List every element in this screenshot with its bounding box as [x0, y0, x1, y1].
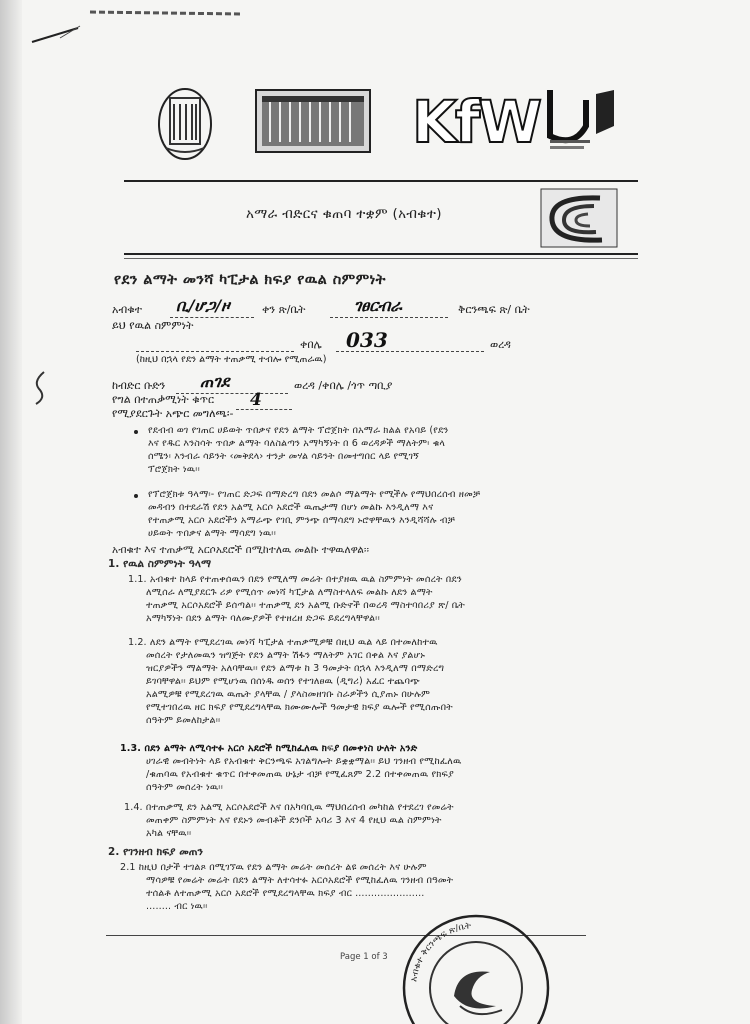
agreement-intro: አብቁተ እና ተጠቃሚ አርሶአደሮች በሚከተለዉ መልኩ ተዋዉለዋል፡፡ [112, 544, 370, 556]
abcta-logo [540, 188, 618, 248]
row4-suffix: ወረዳ /ቀበሌ /ጎጥ ጣቢያ [294, 379, 393, 392]
p11-line: 1.1. አብቁተ ከላይ የተጠቀሰዉን በደን የሚለማ መሬት በተያዘዉ ዉል ስምምነት መሰረት በደን [128, 574, 462, 585]
scan-edge-shadow [0, 0, 22, 1024]
section-1-title: 1. የዉል ስምምነት ዓላማ [108, 558, 212, 570]
name-blank-line [136, 350, 294, 352]
b1-line: የደብብ ወገ የገጠር ሀይወት ጥበቃና የደን ልማት ፕሮጀክት በአማራ ክልል የአባይ (የደን [148, 425, 449, 436]
kfw-logo: KfW [412, 88, 541, 156]
ministry-building-logo [254, 88, 372, 154]
page-number: Page 1 of 3 [340, 952, 388, 962]
p12-line: ሰዓትም ይመለከታል፡፡ [146, 715, 221, 726]
p12-line: የሚተገበረዉ ዘር ክፍያ የሚደረግላቸዉ ክሙሙሎች ዓመታዊ ክፍያ ዉሎች የሚሰጡበት [146, 702, 453, 713]
b2-line: ሀይወት ጥበቃና ልማት ማሳደግ ነዉ፡፡ [148, 528, 277, 539]
p12-line: ዝርያዎችን ማልማት አለባቸዉ፡፡ የደን ልማቱ ከ 3 ዓመታት በኋላ እንዲለማ በማድረግ [146, 663, 445, 674]
letterhead-bottom-rule-thin [124, 258, 638, 259]
woreda-label: ወረዳ [490, 338, 511, 351]
p21-line: ማሳዎቹ የመሬት መሬት በደን ልማት ለተሳተፉ አርሶአደሮች የሚከፈለዉ ገንዘብ በዓመት [146, 875, 454, 886]
kebele-blank-line [336, 350, 484, 352]
count-blank-line [236, 408, 292, 410]
p12-line: አልሚዎቹ የሚደረገዉ ዉጤት ያላቸዉ / ያላስመዘገቡ ስራዎችን ሲያጠኑ በሁሉም [146, 689, 431, 700]
bullet-2 [134, 494, 138, 498]
letterhead-top-rule [124, 180, 638, 182]
member-count-handwritten: 4 [250, 390, 262, 410]
office-handwritten: ገፀርብራ [354, 296, 402, 315]
branch-handwritten: ቢ/ሆጋ/ዞ [176, 296, 230, 315]
row4-prefix: ከብድር ቡድን [112, 379, 166, 392]
p14-line: መጠቀም ስምምነት እና የደኑን መብቶች ደንቦች አባሪ 3 እና 4 የዚህ ዉል ስምምነት [146, 815, 442, 826]
p13-line: 1.3. በደን ልማት ለሚሳተፉ አርሶ አደሮች ከሚከፈለዉ ክፍያ በመቀነስ ሁለት አንድ [120, 743, 418, 754]
row1-suffix: ቅርንጫፍ ጽ/ ቤት [458, 303, 530, 316]
b1-line: ፕሮጀክት ነዉ፡፡ [148, 464, 200, 475]
forestry-authority-logo [544, 86, 618, 156]
p21-line: ........ ብር ነዉ፡፡ [146, 901, 208, 912]
p11-line: አማካኝነት በደን ልማት ባለሙያዎች የተዘረዘ ድጋፍ ይደረግላቸዋል፡፡ [146, 613, 380, 624]
row1-middle: ቀን ጽ/ቤት [262, 303, 306, 316]
scan-marks [20, 8, 240, 48]
organization-name: አማራ ብድርና ቁጠባ ተቋም (አብቁተ) [246, 206, 442, 222]
b1-line: እና የዱር እንስሳት ጥበቃ ልማት ባለስልጣን አማካኝነት በ 6 ወረዳዎች ማለትም፡ ቁላ [148, 438, 446, 449]
b2-line: የፕሮጀክቱ ዓላማ፡- የገጠር ድጋፍ በማድረግ በደን መልሶ ማልማት የሚችሉ የማህበረሰብ ዘመቻ [148, 489, 481, 500]
section-2-title: 2. የገንዘብ ክፍያ መጠን [108, 846, 204, 858]
p14-line: አካል ናቸዉ፡፡ [146, 828, 192, 839]
b2-line: የተጠቃሚ አርሶ አደሮችን አማራጭ የገቢ ምንጭ በማሳደግ ኑሮዋቸዉን እንዲሻሻሉ ብቻ [148, 515, 455, 526]
stamp-text: አብቁተ ቅርንጫፍ ጽ/ቤት [409, 921, 472, 983]
p11-line: ተጠቃሚ አርሶአደሮች ይሰጣል፡፡ ተጠቃሚ ደን አልሚ ቡድኖች በወረዳ ማስተባበሪያ ጽ/ ቤት [146, 600, 466, 611]
kebele-label: ቀበሌ [300, 338, 322, 351]
b1-line: ሰሜን፡ እንብራ ሳይንት ‹መቅደላ› ተንታ መሃል ሳይንት በመተግበር ላይ የሚገኝ [148, 451, 419, 462]
row6-text: የሚያደርጉት አጭር መግለጫ፡- [112, 407, 234, 420]
kebele-handwritten: 033 [346, 328, 388, 352]
p21-line: ተሰልቶ ለተጠቃሚ አርሶ አደሮች የሚደረግላቸዉ ክፍያ ብር ...................... [146, 888, 425, 899]
p12-line: መሰረት የታለመዉን ዝግጅት የደን ልማት ሽፋን ማለትም አገር በቀል እና ያልሆኑ [146, 650, 425, 661]
b2-line: መዳብን በተደራሽ የደን አልሚ አርሶ አደሮች ዉጤታማ በሆነ መልኩ እንዲለማ እና [148, 502, 434, 513]
bullet-1 [134, 430, 138, 434]
p11-line: ለሚሰራ ለሚያደርጉ ሪዎ የሚሰጥ መነሻ ካፒታል ለማስተላለፍ መልኩ ለደን ልማት [146, 587, 433, 598]
svg-text:አብቁተ ቅርንጫፍ ጽ/ቤት [409, 921, 471, 982]
office-blank-line [330, 316, 448, 318]
form-title: የደን ልማት መንሻ ካፒታል ክፍያ የዉል ስምምነት [114, 272, 386, 288]
row5-prefix: የግል በተጠቃሚነት ቁጥር [112, 393, 215, 406]
row1-prefix: አብቁተ [112, 303, 143, 316]
margin-mark [30, 368, 50, 408]
letterhead-bottom-rule [124, 253, 638, 255]
beneficiary-note: (ከዚህ በኋላ የደን ልማት ተጠቃሚ ተብሎ የሚጠራዉ) [136, 354, 327, 365]
p12-line: 1.2. ለደን ልማት የሚደረገዉ መነሻ ካፒታል ተጠቃሚዎቹ በዚህ ዉል ላይ በተመለከተዉ [128, 637, 438, 648]
row2-text: ይህ የዉል ስምምነት [112, 319, 194, 332]
p13-line: ሰዓትም መሰረት ነዉ፡፡ [146, 782, 224, 793]
group-handwritten: ጠገደ [200, 372, 230, 391]
p14-line: 1.4. በተጠቃሚ ደን አልሚ አርሶአደሮች እና በአካባቢዉ ማህበረሰብ መካከል የተደረገ የመሬት [124, 802, 454, 813]
p12-line: ይገባቸዋል፡፡ ይህም የሚሆነዉ በሰነዱ ወሰን የተገለፀዉ (ዲግሪ) አፈር ተጨባጭ [146, 676, 420, 687]
regional-emblem-logo [156, 86, 214, 162]
branch-blank-line [170, 316, 254, 318]
p21-line: 2.1 ከዚህ በታች ተገልጾ በሚገኘዉ የደን ልማት መሬት መሰረት ልዩ መሰረት እና ሁሉም [120, 862, 427, 873]
p13-line: /ቁጠባዉ የአብቁተ ቁጥር በተቀመጠዉ ሁኔታ ብቻ የሚፈጸም 2.2 በተቀመጠዉ የክፍያ [146, 769, 454, 780]
p13-line: ሀገራዊ መብትነት ላይ የአብቁተ ቅርንጫፍ አገልግሎት ይቋቋማል፡፡ ይህ ገንዘብ የሚከፈለዉ [146, 756, 462, 767]
official-stamp [398, 910, 554, 1024]
